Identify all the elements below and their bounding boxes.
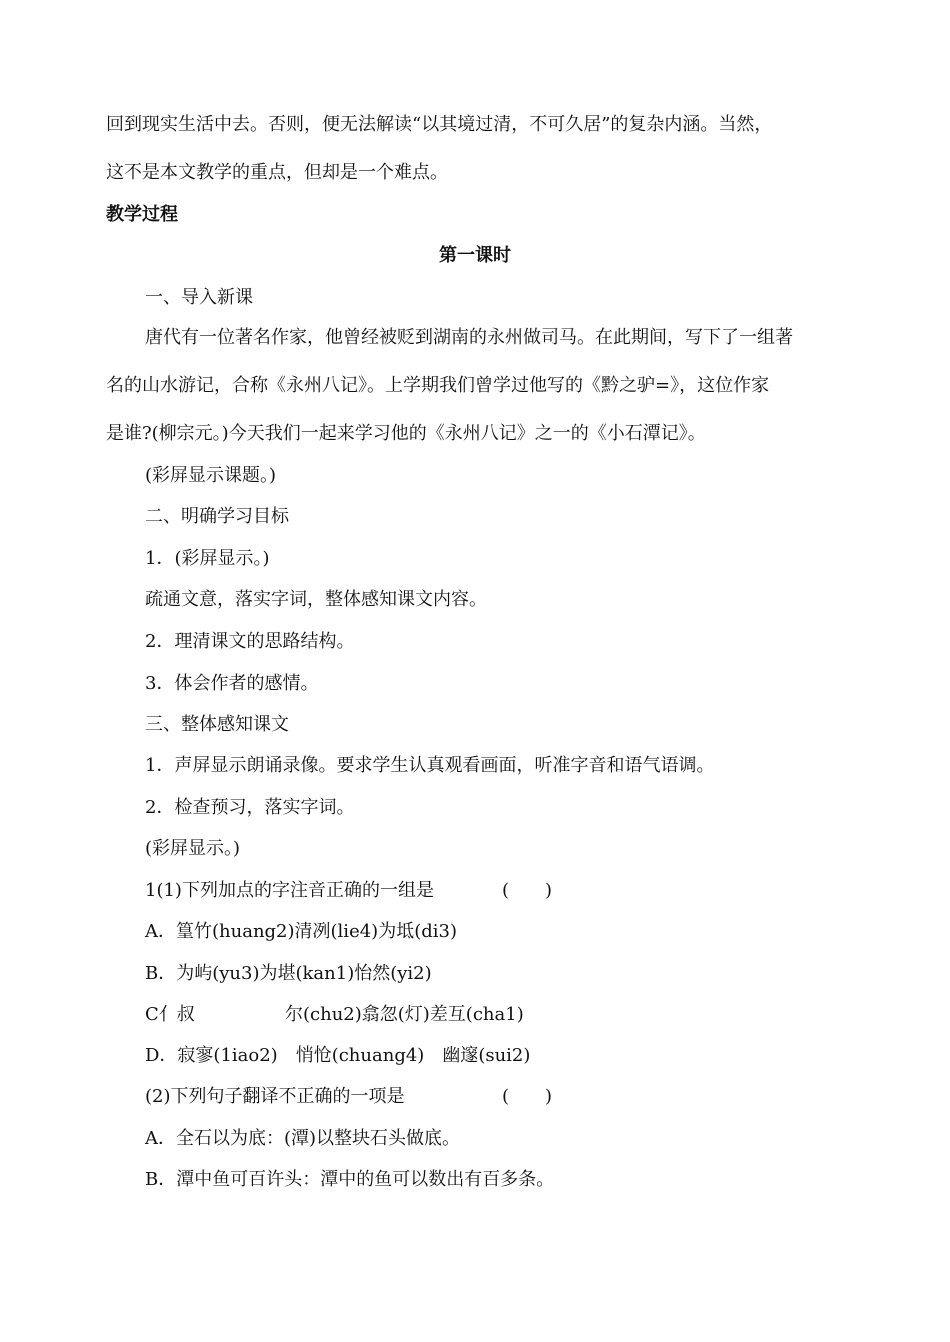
part2-item3: 3．体会作者的感情。 [145, 673, 319, 694]
intro-line-1: 回到现实生活中去。否则，便无法解读“以其境过清，不可久居”的复杂内涵。当然， [106, 114, 773, 135]
part3-note: (彩屏显示。) [145, 838, 241, 859]
part3-heading: 三、整体感知课文 [145, 714, 289, 735]
part3-item1: 1．声屏显示朗诵录像。要求学生认真观看画面，听准字音和语气语调。 [145, 755, 715, 776]
question1-option-a: A．篁竹(huang2)清冽(lie4)为坻(di3) [145, 921, 457, 942]
question2-option-b: B．潭中鱼可百许头：潭中的鱼可以数出有百多条。 [145, 1169, 555, 1190]
question2-stem: (2)下列句子翻译不正确的一项是 [145, 1086, 405, 1107]
question1-answer-blank: ( ) [502, 880, 553, 901]
part2-item2: 2．理清课文的思路结构。 [145, 631, 355, 652]
question2-answer-blank: ( ) [502, 1086, 553, 1107]
section-heading: 教学过程 [106, 204, 178, 225]
part2-heading: 二、明确学习目标 [145, 506, 289, 527]
part1-heading: 一、导入新课 [145, 287, 253, 308]
part1-paragraph-line-3: 是谁?(柳宗元。)今天我们一起来学习他的《永州八记》之一的《小石潭记》。 [106, 423, 706, 444]
question1-option-c-left: C亻叔 [145, 1004, 195, 1025]
intro-line-2: 这不是本文教学的重点，但却是一个难点。 [106, 162, 448, 183]
question1-stem: 1(1)下列加点的字注音正确的一组是 [145, 880, 434, 901]
question1-option-d: D．寂寥(1iao2) 悄怆(chuang4) 幽邃(sui2) [145, 1045, 531, 1066]
question1-option-b: B．为屿(yu3)为堪(kan1)怡然(yi2) [145, 963, 432, 984]
lesson-title: 第一课时 [439, 245, 511, 266]
part1-paragraph-line-1: 唐代有一位著名作家，他曾经被贬到湖南的永州做司马。在此期间，写下了一组著 [145, 327, 793, 348]
part1-note: (彩屏显示课题。) [145, 465, 277, 486]
part2-item1-text: 疏通文意，落实字词，整体感知课文内容。 [145, 589, 487, 610]
question2-option-a: A．全石以为底：(潭)以整块石头做底。 [145, 1128, 461, 1149]
part3-item2: 2．检查预习，落实字词。 [145, 797, 355, 818]
part2-item1-label: 1．(彩屏显示。) [145, 548, 270, 569]
part1-paragraph-line-2: 名的山水游记，合称《永州八记》。上学期我们曾学过他写的《黔之驴=》，这位作家 [106, 375, 770, 396]
question1-option-c-right: 尔(chu2)翕忽(灯)差互(cha1) [285, 1004, 524, 1025]
